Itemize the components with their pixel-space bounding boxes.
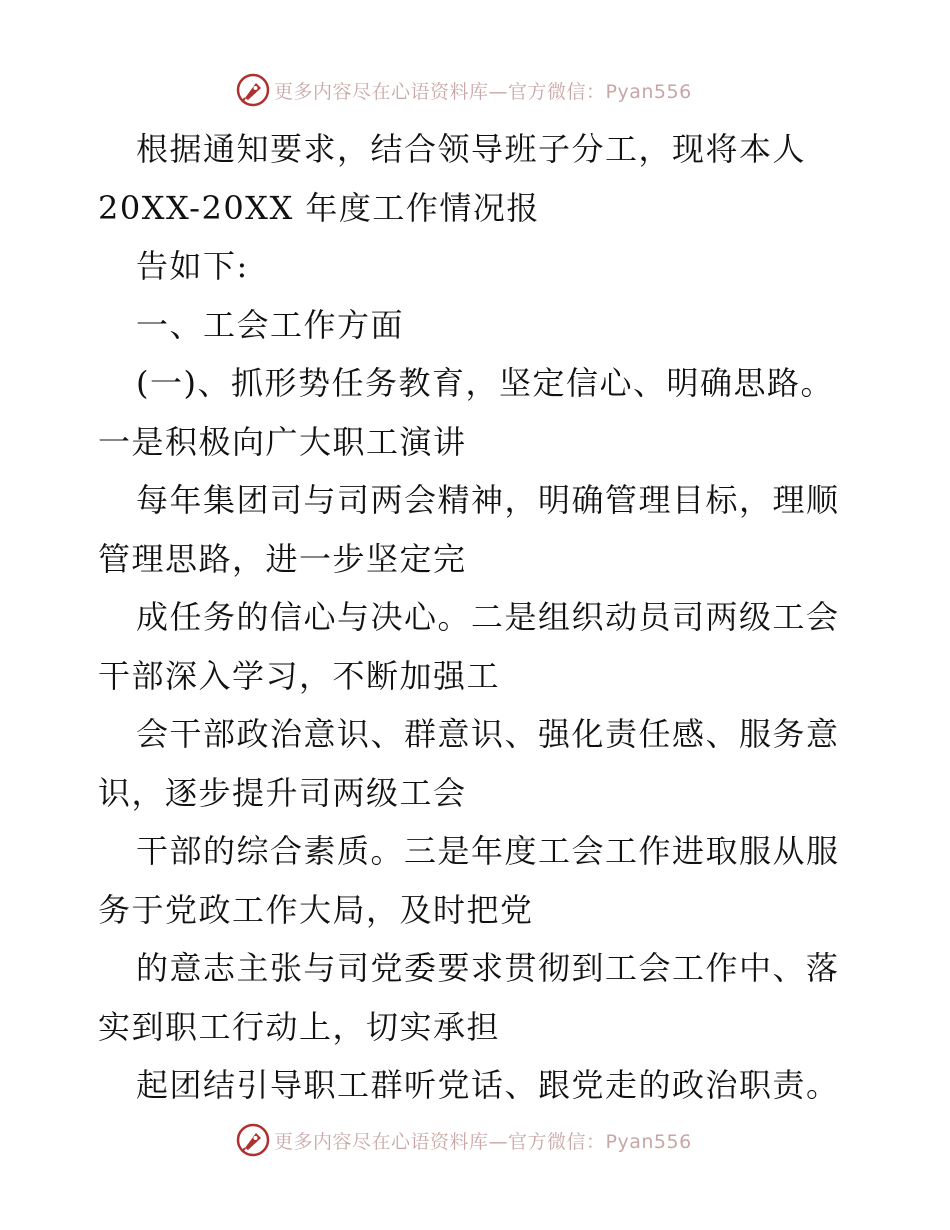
body-line: 每年集团司与司两会精神，明确管理目标，理顺: [136, 481, 840, 519]
body-line: 管理思路，进一步坚定完: [98, 539, 467, 578]
header-banner: [236, 72, 692, 108]
body-line: 实到职工行动上，切实承担: [98, 1007, 501, 1046]
pen-nib-logo-icon: [236, 73, 270, 107]
body-line: 起团结引导职工群听党话、跟党走的政治职责。: [136, 1066, 840, 1104]
body-line: 成任务的信心与决心。二是组织动员司两级工会: [136, 598, 840, 636]
body-line: 务于党政工作大局，及时把党: [98, 890, 534, 929]
body-line: 的意志主张与司党委要求贯彻到工会工作中、落: [136, 949, 840, 987]
body-line: 20XX-20XX 年度工作情况报: [98, 188, 540, 227]
footer-banner: [236, 1122, 692, 1158]
body-line: 干部的综合素质。三是年度工会工作进取服从服: [136, 832, 840, 870]
pen-nib-logo-icon: [236, 1123, 270, 1157]
section-heading: 一、工会工作方面: [136, 305, 405, 344]
header-banner-text: 更多内容尽在心语资料库—官方微信：Pyan556: [274, 80, 692, 103]
body-line: 干部深入学习，不断加强工: [98, 656, 501, 695]
document-body: [98, 120, 858, 1115]
body-line: 根据通知要求，结合领导班子分工，现将本人: [136, 130, 807, 168]
subsection-heading: (一)、抓形势任务教育，坚定信心、明确思路。: [136, 364, 834, 402]
body-line: 告如下:: [136, 247, 249, 285]
footer-banner-text: 更多内容尽在心语资料库—官方微信：Pyan556: [274, 1130, 692, 1153]
body-line: 会干部政治意识、群意识、强化责任感、服务意: [136, 715, 840, 753]
body-line: 一是积极向广大职工演讲: [98, 422, 467, 461]
body-line: 识，逐步提升司两级工会: [98, 773, 467, 812]
